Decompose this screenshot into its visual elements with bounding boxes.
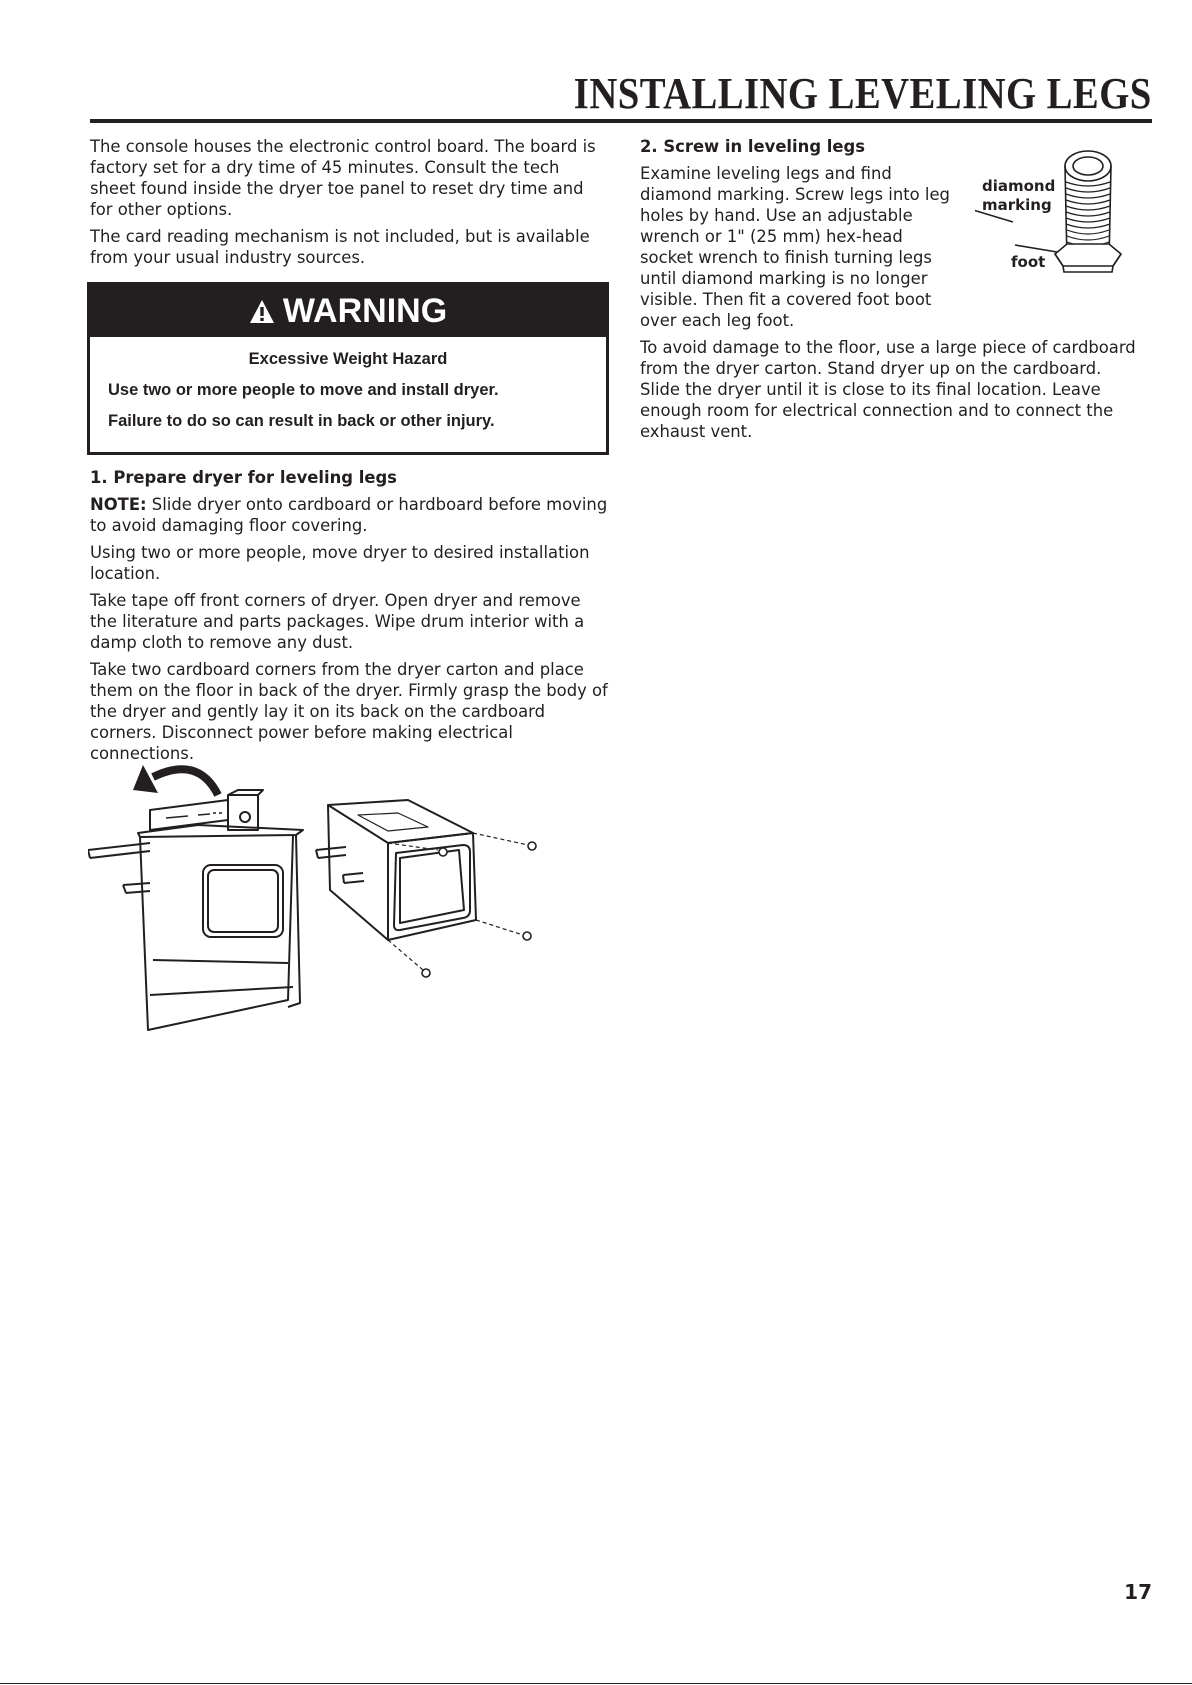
step1-paragraph-3: Take two cardboard corners from the dryer carton and place them on the floor in back of the dryer. Firmly grasp the body of the dryer and gently lay it on its back on the cardboard corners. Disconnect power before making electrical connections.: [90, 660, 608, 763]
dryer-tilt-illustration: [88, 755, 608, 1040]
note-text: Slide dryer onto cardboard or hardboard before moving to avoid damaging floor covering.: [90, 495, 608, 535]
note-label: NOTE:: [90, 495, 147, 514]
step1-heading: 1. Prepare dryer for leveling legs: [90, 468, 397, 487]
step2-paragraph-1: Examine leveling legs and find diamond marking. Screw legs into leg holes by hand. Use an adjustable wrench or 1" (25 mm) hex-head socket wrench to finish turning legs until diamond marking is no longer visible. Then fit a covered foot boot over each leg foot.: [640, 164, 950, 330]
diamond-label-2: marking: [982, 196, 1052, 214]
warning-line-2: Failure to do so can result in back or other injury.: [108, 412, 495, 430]
step1-note: [90, 494, 610, 536]
title-rule: [90, 119, 1152, 123]
warning-box: [87, 282, 609, 455]
step1-paragraph-2: Take tape off front corners of dryer. Open dryer and remove the literature and parts packages. Wipe drum interior with a damp cloth to remove any dust.: [90, 591, 585, 652]
intro-paragraph-2: The card reading mechanism is not included, but is available from your usual industry sources.: [90, 227, 590, 267]
warning-label: WARNING: [282, 292, 448, 330]
left-column: [90, 136, 610, 770]
warning-header: [90, 285, 606, 337]
step2-paragraph-2: To avoid damage to the floor, use a large piece of cardboard from the dryer carton. Stand dryer up on the cardboard. Slide the dryer until it is close to its final location. Leave enough room for electrical connection and to connect the exhaust vent.: [640, 338, 1136, 441]
warning-line-1: Use two or more people to move and install dryer.: [108, 381, 499, 399]
page-title: INSTALLING LEVELING LEGS: [574, 69, 1152, 118]
intro-paragraph-1: The console houses the electronic control board. The board is factory set for a dry time of 45 minutes. Consult the tech sheet found inside the dryer toe panel to reset dry time and for other options.: [90, 137, 596, 219]
diamond-label-1: diamond: [982, 177, 1056, 195]
bottom-rule: [0, 1683, 1192, 1684]
page-number: 17: [1124, 1580, 1152, 1604]
warning-title: Excessive Weight Hazard: [248, 350, 448, 368]
step1-paragraph-1: Using two or more people, move dryer to desired installation location.: [90, 543, 590, 583]
leveling-leg-illustration: [975, 144, 1150, 289]
step2-heading: 2. Screw in leveling legs: [640, 137, 866, 156]
foot-label: foot: [1011, 253, 1046, 271]
warning-body: [90, 337, 606, 452]
warning-triangle-icon: [249, 299, 275, 325]
